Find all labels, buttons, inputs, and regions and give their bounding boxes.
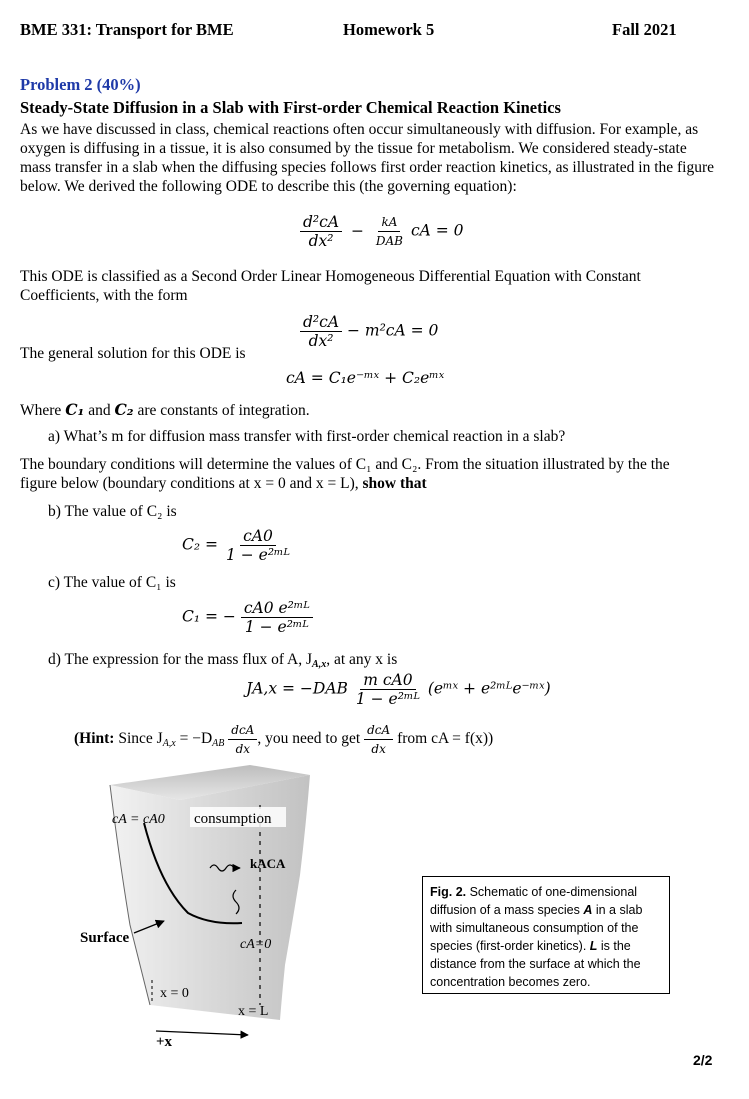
hint-label: (Hint:	[74, 730, 115, 748]
qd-end: , at any x is	[326, 651, 398, 668]
constants-post: are constants of integration.	[133, 402, 310, 419]
caption-text-1: Schematic of one-dimensional diffusion of a mass species	[430, 885, 638, 917]
flux-lhs: JA,x = −DAB	[246, 679, 348, 698]
hint-frac-num: dcA	[228, 722, 257, 740]
caption-species: A	[583, 903, 593, 917]
hint-frac-den-2: dx	[371, 742, 386, 756]
problem-subtitle: Steady-State Diffusion in a Slab with First-order Chemical Reaction Kinetics	[20, 98, 561, 117]
question-a: a) What’s m for diffusion mass transfer with first-order chemical reaction in a slab?	[48, 428, 566, 445]
caption-L: L	[589, 939, 598, 953]
constant-c1: C₁	[65, 400, 85, 419]
question-b: b) The value of C₂ is	[48, 503, 177, 520]
consumption-label: consumption	[194, 811, 272, 827]
ode-rest: cA = 0	[410, 221, 464, 240]
bc-text-2: figure below (boundary conditions at x = 0 and x = L),	[20, 475, 363, 492]
course-title: BME 331: Transport for BME	[20, 20, 234, 39]
ca-top-label: cA = cA0	[112, 812, 165, 827]
question-d	[48, 651, 397, 670]
c1-num: cA0 e²ᵐᴸ	[241, 600, 313, 618]
hint-frac-den: dx	[235, 742, 251, 756]
slab-diagram	[70, 765, 350, 1055]
qd-text: d) The expression for the mass flux of A, J	[48, 651, 313, 668]
plus-x-label: +x	[156, 1034, 173, 1050]
hint-mid2: = −D	[175, 730, 213, 748]
constant-c2: C₂	[114, 400, 134, 419]
c2-den: 1 − e²ᵐᴸ	[225, 546, 291, 564]
problem-title: Problem 2 (40%)	[20, 75, 141, 94]
c1-lhs: C₁ = −	[182, 607, 236, 626]
assignment-title: Homework 5	[343, 20, 435, 39]
c1-equation	[182, 600, 313, 635]
constants-pre: Where	[20, 402, 66, 419]
hint-sub: A,x	[162, 738, 176, 750]
general-solution-text: The general solution for this ODE is	[20, 345, 246, 362]
ode-form-equation	[300, 314, 438, 349]
constants-and: and	[84, 402, 115, 419]
flux-equation	[246, 672, 551, 707]
c2-equation	[182, 528, 293, 563]
intro-paragraph: As we have discussed in class, chemical reactions often occur simultaneously with diffusion. For example, as oxygen is diffusing in a tissue, it is also consumed by the tissue for metabolism. We considered steady-state mass transfer in a slab when the diffusing species follows first order reaction kinetics, as illustrated in the figure below. We derived the following ODE to describe this (the governing equation):	[20, 121, 715, 195]
ode-denominator: dx²	[308, 232, 334, 250]
form-rest: − m²cA = 0	[346, 321, 439, 340]
qd-sub: A,x	[312, 659, 327, 670]
caption-text-2: in a slab with simultaneous consumption of the species (first-order kinetics).	[430, 903, 643, 953]
caption-text-3: is the distance from the surface at which the concentration becomes zero.	[430, 939, 641, 989]
constants-note	[20, 400, 310, 420]
hint-mid: Since J	[114, 730, 163, 748]
hint-after: , you need to get	[257, 730, 361, 748]
ca-zero-label: cA=0	[240, 937, 272, 952]
c2-num: cA0	[240, 528, 276, 546]
bc-text-line2	[20, 475, 427, 493]
question-c: c) The value of C₁ is	[48, 574, 176, 591]
x0-label: x = 0	[160, 986, 189, 1001]
figure-caption	[422, 876, 670, 994]
ode-dab: DAB	[375, 234, 403, 248]
term-label: Fall 2021	[612, 20, 677, 39]
form-denominator: dx²	[308, 332, 334, 350]
governing-equation: $\frac{\text{d²cA}}{\text{dx²}}$ − $\frac{kA}{\text{DAB}}$ cA = 0	[300, 214, 464, 249]
flux-num: m cA0	[360, 672, 415, 690]
c2-lhs: C₂ =	[182, 535, 218, 554]
form-numerator: d²cA	[300, 314, 342, 332]
flux-rest: (eᵐˣ + e²ᵐᴸe⁻ᵐˣ)	[427, 679, 551, 698]
c1-den: 1 − e²ᵐᴸ	[244, 618, 309, 636]
page-number: 2/2	[693, 1052, 713, 1068]
general-solution-equation: cA = C₁e⁻ᵐˣ + C₂eᵐˣ	[286, 369, 445, 387]
bc-text-line1: The boundary conditions will determine the values of C₁ and C₂. From the situation illustrated by the the	[20, 456, 670, 473]
bc-show-that: show that	[362, 475, 427, 492]
kaca-label: kACA	[250, 856, 286, 871]
ode-numerator: d²cA	[300, 214, 342, 232]
xL-label: x = L	[238, 1004, 269, 1019]
flux-den: 1 − e²ᵐᴸ	[355, 690, 420, 708]
caption-fig-label: Fig. 2.	[430, 885, 467, 899]
classification-paragraph: This ODE is classified as a Second Order Linear Homogeneous Differential Equation with Constant Coefficients, with the form	[20, 268, 641, 304]
hint-end: from cA = f(x))	[393, 730, 494, 748]
hint-frac-num-2: dcA	[364, 722, 393, 740]
hint-line: (Hint: Since $J_{A,x} = -D_{AB}$ $\frac{\text{dcA}}{dx}$ , you need to get $\frac{\text{dcA}}{dx}$ from cA = f(x))	[74, 723, 494, 756]
surface-label: Surface	[80, 930, 130, 946]
ode-k: kA	[378, 214, 400, 232]
